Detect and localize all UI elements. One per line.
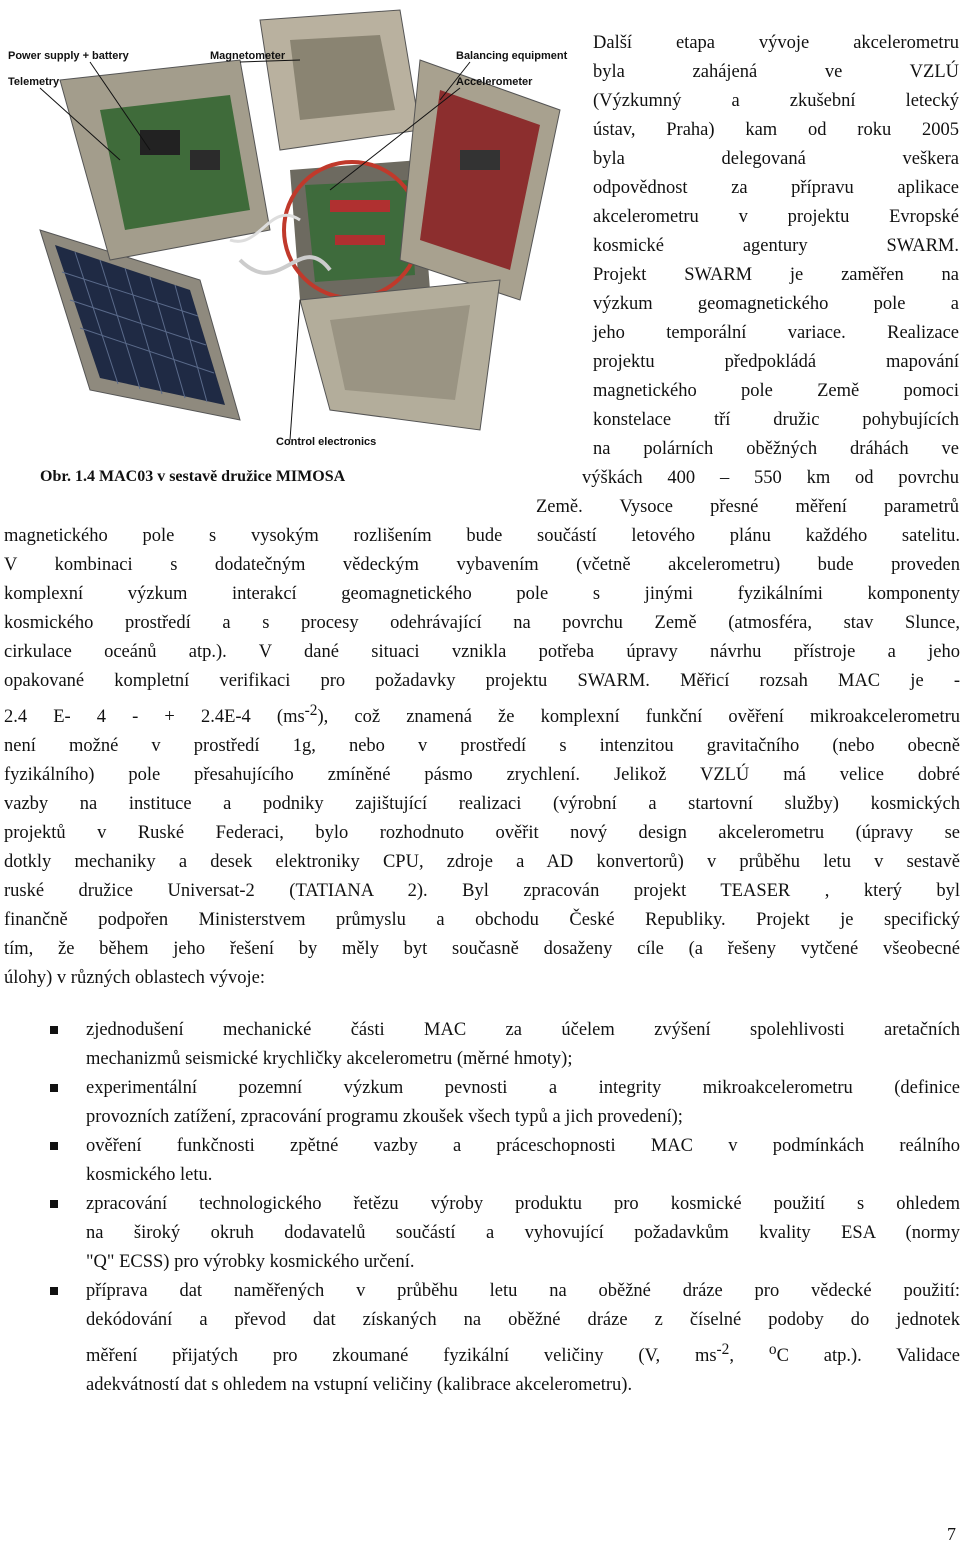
side-line: výškách 400 – 550 km od povrchu [582, 468, 959, 488]
bullet-square-icon [50, 1287, 58, 1295]
side-line: Země. Vysoce přesné měření parametrů [536, 497, 959, 517]
bullet-square-icon [50, 1026, 58, 1034]
list-item [0, 1074, 960, 1132]
satellite-illustration [0, 0, 580, 500]
side-line: odpovědnost za přípravu aplikace [593, 178, 959, 198]
list-item-line: dekódování a převod dat získaných na oběžné dráze z číselné podoby do jednotek [86, 1310, 960, 1330]
body-line: vazby na instituce a podniky zajištující realizaci (výrobní a startovní služby) kosmických [4, 794, 960, 815]
side-line: konstelace tří družic pohybujících [593, 410, 959, 430]
red-board [335, 235, 385, 245]
list-item-line: provozních zatížení, zpracování programu zkoušek všech typů a jich provedení); [86, 1107, 683, 1127]
list-item-line: zjednodušení mechanické části MAC za účelem zvýšení spolehlivosti aretačních [86, 1020, 960, 1040]
bullet-square-icon [50, 1142, 58, 1150]
list-item [0, 1016, 960, 1074]
list-item [0, 1132, 960, 1190]
side-line: výzkum geomagnetického pole a [593, 294, 959, 314]
telemetry-label: Telemetry [8, 76, 60, 88]
control-electronics-label: Control electronics [276, 436, 377, 448]
list-item-line: ověření funkčnosti zpětné vazby a práceschopnosti MAC v podmínkách reálního [86, 1136, 960, 1156]
accelerometer-label: Accelerometer [456, 76, 533, 88]
list-item-line: kosmického letu. [86, 1165, 213, 1185]
list-item-line: příprava dat naměřených v průběhu letu na oběžné dráze pro vědecké použití: [86, 1281, 960, 1301]
range-text: 2.4 E- 4 - + 2.4E-4 (ms [4, 707, 305, 728]
figure-caption: Obr. 1.4 MAC03 v sestavě družice MIMOSA [40, 468, 346, 485]
body-line: magnetického pole s vysokým rozlišením bude součástí letového plánu každého satelitu. [4, 526, 960, 546]
list-item [0, 1277, 960, 1400]
side-line: projektu předpokládá mapování [593, 352, 959, 372]
chip [460, 150, 500, 170]
body-line: kosmického prostředí a s procesy odehrávající na povrchu Země (atmosféra, stav Slunce, [4, 613, 960, 633]
side-line: byla delegovaná veškera [593, 149, 959, 169]
units-exponent: -2 [716, 1341, 730, 1358]
power-supply-label: Power supply + battery [8, 50, 129, 62]
goals-list [0, 1016, 960, 1400]
list-item-line: mechanizmů seismické krychličky akcelerometru (měrné hmoty); [86, 1049, 573, 1069]
units-text-end: C atp.). Validace [776, 1346, 960, 1367]
satellite-figure [0, 0, 580, 500]
side-line: magnetického pole Země pomoci [593, 381, 959, 401]
range-line [4, 696, 960, 732]
pcb-board-green [305, 180, 415, 282]
units-text: měření přijatých pro zkoumané fyzikální veličiny (V, ms [86, 1346, 717, 1367]
side-line: Další etapa vývoje akcelerometru [593, 33, 959, 53]
module-inner [330, 305, 470, 400]
side-line: (Výzkumný a zkušební letecký [593, 91, 959, 111]
side-line: byla zahájená ve VZLÚ [593, 62, 959, 82]
body-line: projektů v Ruské Federaci, bylo rozhodnuto ověřit nový design akcelerometru (úpravy se [4, 823, 960, 844]
list-item-line: experimentální pozemní výzkum pevnosti a integrity mikroakcelerometru (definice [86, 1078, 960, 1098]
body-line: finančně podpořen Ministerstvem průmyslu a obchodu České Republiky. Projekt je specifický [4, 910, 960, 931]
side-line: ústav, Praha) kam od roku 2005 [593, 120, 959, 140]
range-exponent: -2 [304, 702, 318, 719]
bullet-square-icon [50, 1200, 58, 1208]
body-line: opakované kompletní verifikaci pro požadavky projektu SWARM. Měřicí rozsah MAC je - [4, 671, 960, 691]
body-line: není možné v prostředí 1g, nebo v prostředí s intenzitou gravitačního (nebo obecně [4, 736, 960, 757]
body-line: ruské družice Universat-2 (TATIANA 2). Byl zpracován projekt TEASER , který byl [4, 881, 960, 902]
bullet-square-icon [50, 1084, 58, 1092]
side-line: kosmické agentury SWARM. [593, 236, 959, 256]
body-line: tím, že během jeho řešení by měly byt současně dosaženy cíle (a řešeny vytčené všeobecné [4, 939, 960, 960]
list-item-line: "Q" ECSS) pro výrobky kosmického určení. [86, 1252, 415, 1272]
balancing-label: Balancing equipment [456, 50, 568, 62]
chip [140, 130, 180, 155]
list-item [0, 1190, 960, 1277]
body-line: komplexní výzkum interakcí geomagnetického pole s jinými fyzikálními komponenty [4, 584, 960, 604]
body-line: cirkulace oceánů atp.). V dané situaci vznikla potřeba úpravy návrhu přístroje a jeho [4, 642, 960, 662]
chip [190, 150, 220, 170]
body-line: úlohy) v různých oblastech vývoje: [4, 968, 265, 989]
side-line: akcelerometru v projektu Evropské [593, 207, 959, 227]
body-line: dotkly mechaniky a desek elektroniky CPU, zdroje a AD konvertorů) v průběhu letu v sestavě [4, 852, 960, 873]
side-line: na polárních oběžných dráhách ve [593, 439, 959, 459]
list-item-line: zpracování technologického řetězu výroby produktu pro kosmické použití s ohledem [86, 1194, 960, 1214]
magnetometer-label: Magnetometer [210, 50, 286, 62]
red-board [330, 200, 390, 212]
body-paragraph [4, 522, 960, 993]
units-separator: , [729, 1346, 769, 1367]
body-line: V kombinaci s dodatečným vědeckým vybavením (včetně akcelerometru) bude proveden [4, 555, 960, 575]
list-item-line: na široký okruh dodavatelů součástí a vyhovující požadavkům kvality ESA (normy [86, 1223, 960, 1243]
list-item-line: adekvátností dat s ohledem na vstupní veličiny (kalibrace akcelerometru). [86, 1375, 633, 1396]
side-line: jeho temporální variace. Realizace [593, 323, 959, 343]
pcb-board-green [100, 95, 250, 230]
page-number: 7 [947, 1524, 956, 1544]
module-inner [290, 35, 395, 120]
degree-sign: o [768, 1341, 777, 1358]
range-text-end: ), což znamená že komplexní funkční ověření mikroakcelerometru [317, 707, 960, 728]
body-line: fyzikálního) pole přesahujícího zmíněné pásmo zrychlení. Jelikož VZLÚ má velice dobré [4, 765, 960, 786]
side-line: Projekt SWARM je zaměřen na [593, 265, 959, 285]
list-item-line [86, 1335, 960, 1371]
